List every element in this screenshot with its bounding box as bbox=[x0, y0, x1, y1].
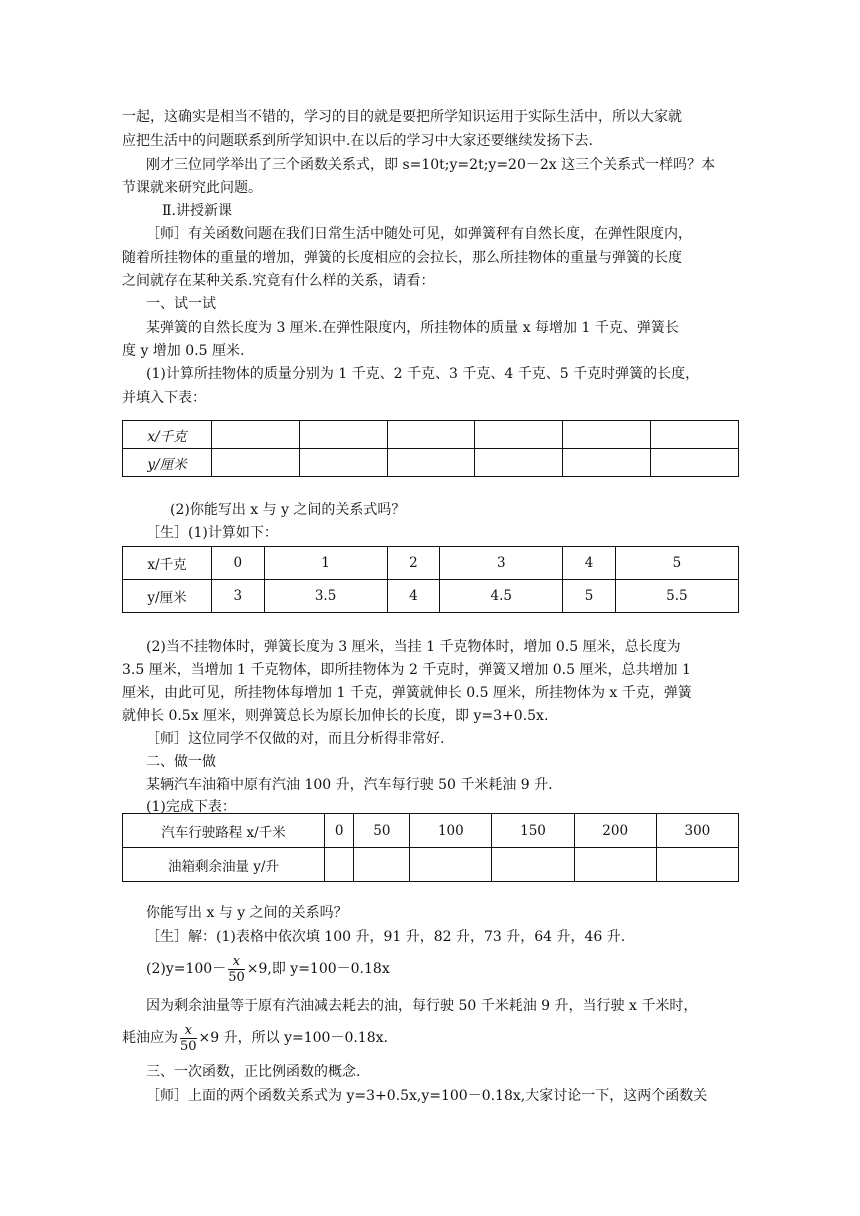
table-cell bbox=[651, 449, 739, 477]
paragraph-line: 厘米，由此可见，所挂物体每增加 1 千克，弹簧就伸长 0.5 厘米，所挂物体为 x 千克，弹簧 bbox=[122, 685, 692, 701]
paragraph-line: 因为剩余油量等于原有汽油减去耗去的油，每行驶 50 千米耗油 9 升，当行驶 x 千米时， bbox=[146, 998, 698, 1014]
formula-text: ×9,即 y=100－0.18x bbox=[246, 961, 390, 977]
table-spring-filled bbox=[122, 546, 739, 613]
table-cell: 3.5 bbox=[264, 580, 387, 613]
section-heading: 三、一次函数，正比例函数的概念. bbox=[146, 1064, 361, 1080]
table-cell bbox=[212, 449, 300, 477]
paragraph-line: 一起，这确实是相当不错的，学习的目的就是要把所学知识运用于实际生活中，所以大家就 bbox=[122, 109, 682, 125]
table-cell: 5 bbox=[615, 547, 738, 580]
table-row bbox=[123, 449, 739, 477]
paragraph-line: 你能写出 x 与 y 之间的关系吗？ bbox=[146, 905, 348, 921]
table-cell bbox=[656, 848, 738, 882]
table-cell: 50 bbox=[354, 814, 410, 848]
table-spring-empty bbox=[122, 420, 739, 477]
table-cell bbox=[492, 848, 574, 882]
table-header-cell: y/厘米 bbox=[123, 580, 212, 613]
table-cell: 0 bbox=[212, 547, 265, 580]
paragraph-line: 3.5 厘米，当增加 1 千克物体，即所挂物体为 2 千克时，弹簧又增加 0.5 厘米，总共增加 1 bbox=[122, 662, 691, 678]
formula-text: 耗油应为 bbox=[122, 1030, 178, 1046]
table-fuel bbox=[122, 813, 739, 882]
table-cell: 3 bbox=[212, 580, 265, 613]
fraction-denominator: 50 bbox=[180, 1038, 197, 1054]
table-cell bbox=[212, 421, 300, 449]
table-cell bbox=[475, 449, 563, 477]
formula-line bbox=[146, 951, 766, 987]
fraction bbox=[228, 954, 245, 985]
paragraph-line: ［生］解：(1)表格中依次填 100 升，91 升，82 升，73 升，64 升，46 升. bbox=[146, 929, 626, 945]
fraction-denominator: 50 bbox=[228, 969, 245, 985]
table-cell bbox=[387, 449, 475, 477]
paragraph-line: ［师］有关函数问题在我们日常生活中随处可见，如弹簧秤有自然长度，在弹性限度内， bbox=[146, 226, 692, 242]
table-header-cell: y/厘米 bbox=[123, 449, 212, 477]
table-row bbox=[123, 547, 739, 580]
table-cell: 300 bbox=[656, 814, 738, 848]
table-cell bbox=[563, 449, 651, 477]
table-cell bbox=[299, 449, 387, 477]
paragraph-line: 应把生活中的问题联系到所学知识中.在以后的学习中大家还要继续发扬下去. bbox=[122, 133, 593, 149]
paragraph-line: (1)完成下表： bbox=[146, 799, 236, 815]
table-cell: 100 bbox=[410, 814, 492, 848]
table-row bbox=[123, 814, 739, 848]
paragraph-line: ［师］上面的两个函数关系式为 y=3+0.5x,y=100－0.18x,大家讨论一下，这两个函数关 bbox=[146, 1088, 708, 1104]
paragraph-line: 刚才三位同学举出了三个函数关系式，即 s=10t;y=2t;y=20－2x 这三个关系式一样吗？本 bbox=[146, 157, 716, 173]
paragraph-line: (2)当不挂物体时，弹簧长度为 3 厘米，当挂 1 千克物体时，增加 0.5 厘米，总长度为 bbox=[146, 639, 681, 655]
table-cell: 4 bbox=[563, 547, 616, 580]
fraction-numerator: x bbox=[228, 954, 245, 970]
paragraph-line: (1)计算所挂物体的质量分别为 1 千克、2 千克、3 千克、4 千克、5 千克时弹簧的长度， bbox=[146, 366, 700, 382]
paragraph-line: 之间就存在某种关系.究竟有什么样的关系，请看： bbox=[122, 273, 435, 289]
table-cell: 4 bbox=[387, 580, 440, 613]
table-row bbox=[123, 848, 739, 882]
table-cell: 5 bbox=[563, 580, 616, 613]
table-cell bbox=[563, 421, 651, 449]
table-cell bbox=[299, 421, 387, 449]
formula-text: (2)y=100－ bbox=[146, 961, 227, 977]
fraction-numerator: x bbox=[180, 1023, 197, 1039]
table-cell: 1 bbox=[264, 547, 387, 580]
table-header-cell: x/千克 bbox=[123, 547, 212, 580]
table-cell: 150 bbox=[492, 814, 574, 848]
formula-line bbox=[122, 1020, 742, 1056]
table-cell bbox=[354, 848, 410, 882]
table-row bbox=[123, 580, 739, 613]
paragraph-line: (2)你能写出 x 与 y 之间的关系式吗？ bbox=[170, 502, 406, 518]
table-header-cell: 油箱剩余油量 y/升 bbox=[123, 848, 325, 882]
table-cell bbox=[651, 421, 739, 449]
table-cell: 5.5 bbox=[615, 580, 738, 613]
paragraph-line: 随着所挂物体的重量的增加，弹簧的长度相应的会拉长，那么所挂物体的重量与弹簧的长度 bbox=[122, 250, 682, 266]
table-cell: 2 bbox=[387, 547, 440, 580]
table-cell bbox=[574, 848, 656, 882]
table-row bbox=[123, 421, 739, 449]
section-heading: 一、试一试 bbox=[146, 296, 216, 312]
paragraph-line: ［生］(1)计算如下： bbox=[146, 525, 278, 541]
table-cell: 3 bbox=[440, 547, 563, 580]
paragraph-line: 度 y 增加 0.5 厘米. bbox=[122, 343, 245, 359]
section-heading: Ⅱ.讲授新课 bbox=[162, 203, 232, 219]
paragraph-line: 并填入下表： bbox=[122, 390, 206, 406]
paragraph-line: 就伸长 0.5x 厘米，则弹簧总长为原长加伸长的长度，即 y=3+0.5x. bbox=[122, 708, 549, 724]
table-header-cell: x/千克 bbox=[123, 421, 212, 449]
paragraph-line: 节课就来研究此问题。 bbox=[122, 180, 262, 196]
paragraph-line: 某辆汽车油箱中原有汽油 100 升，汽车每行驶 50 千米耗油 9 升. bbox=[146, 777, 553, 793]
paragraph-line: 某弹簧的自然长度为 3 厘米.在弹性限度内，所挂物体的质量 x 每增加 1 千克、弹簧长 bbox=[146, 320, 679, 336]
table-cell: 0 bbox=[325, 814, 354, 848]
table-cell bbox=[325, 848, 354, 882]
paragraph-line: ［师］这位同学不仅做的对，而且分析得非常好. bbox=[146, 731, 445, 747]
section-heading: 二、做一做 bbox=[146, 754, 216, 770]
fraction bbox=[180, 1023, 197, 1054]
formula-text: ×9 升，所以 y=100－0.18x. bbox=[198, 1030, 388, 1046]
table-cell: 4.5 bbox=[440, 580, 563, 613]
table-cell bbox=[410, 848, 492, 882]
table-cell bbox=[387, 421, 475, 449]
table-header-cell: 汽车行驶路程 x/千米 bbox=[123, 814, 325, 848]
table-cell: 200 bbox=[574, 814, 656, 848]
table-cell bbox=[475, 421, 563, 449]
